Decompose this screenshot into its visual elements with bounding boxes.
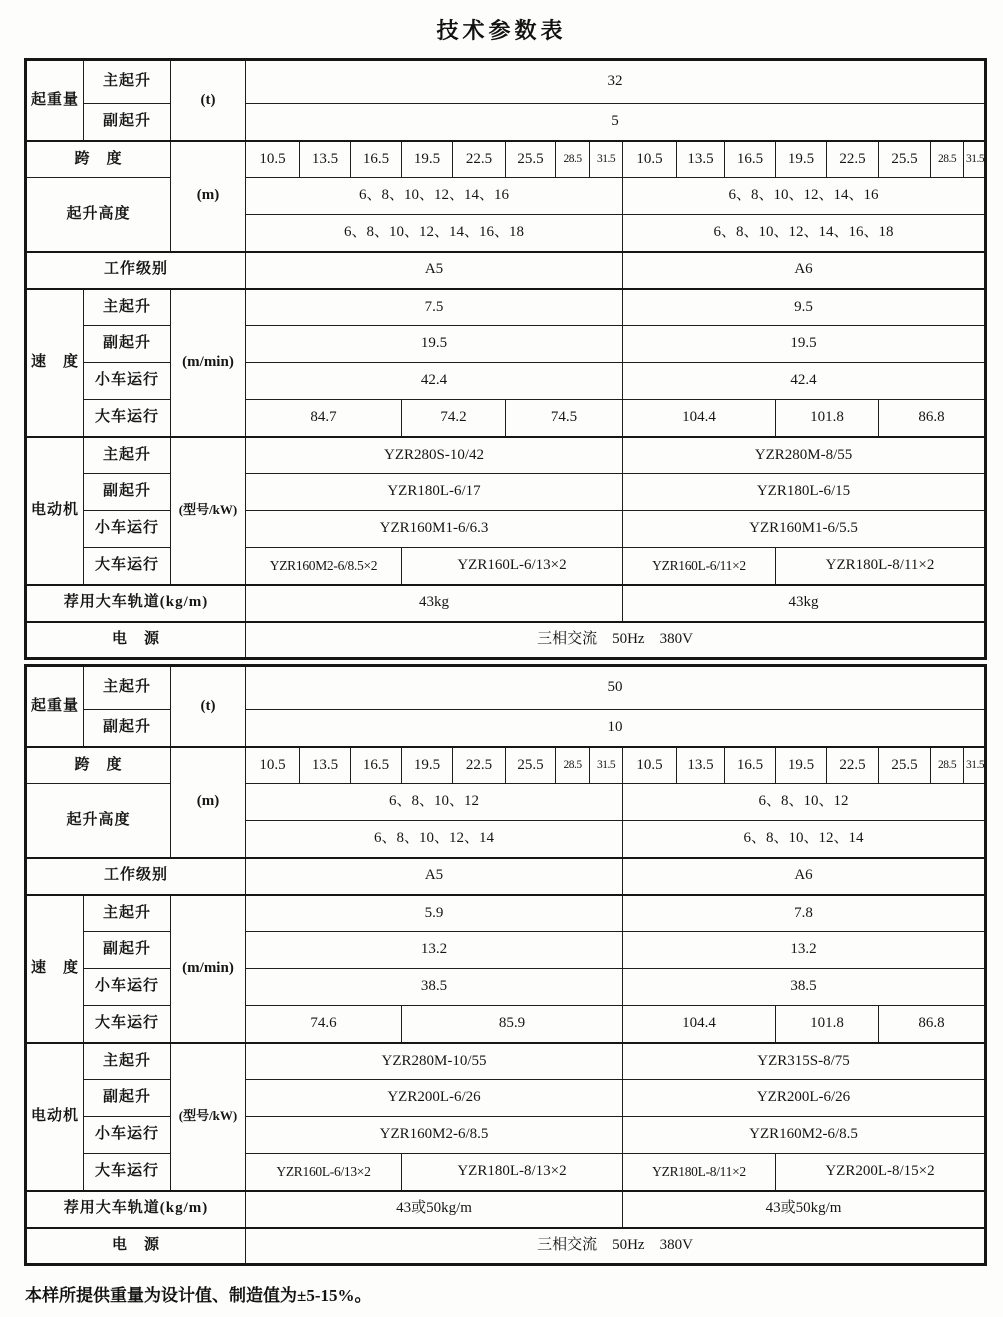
duty-class-value: A6 (623, 858, 986, 895)
unit-m-min-label: (m/min) (171, 289, 246, 437)
speed-trolley-value: 38.5 (246, 969, 623, 1006)
span-value: 31.5 (590, 747, 623, 784)
power-value: 三相交流 50Hz 380V (246, 1228, 986, 1265)
span-value: 16.5 (725, 141, 776, 178)
capacity-group-label: 起重量 (26, 60, 84, 141)
speed-main-value: 7.8 (623, 895, 986, 932)
lift-height-value: 6、8、10、12、14 (623, 821, 986, 858)
span-value: 31.5 (590, 141, 623, 178)
speed-aux-value: 13.2 (246, 932, 623, 969)
unit-t-label: (t) (171, 60, 246, 141)
speed-crane-value: 74.6 (246, 1006, 402, 1043)
unit-t-label: (t) (171, 666, 246, 747)
page-title: 技术参数表 (436, 18, 567, 43)
spec-table-50t (24, 664, 987, 1266)
span-label: 跨 度 (26, 747, 171, 784)
motor-main-value: YZR280M-8/55 (623, 437, 986, 474)
motor-crane-value: YZR200L-8/15×2 (776, 1154, 986, 1191)
main-hoist-sublabel: 主起升 (84, 666, 171, 710)
capacity-aux-value: 10 (246, 710, 986, 747)
motor-crane-value: YZR160M2-6/8.5×2 (246, 548, 402, 585)
motor-crane-value: YZR180L-8/13×2 (402, 1154, 623, 1191)
span-value: 25.5 (506, 747, 556, 784)
speed-crane-value: 86.8 (879, 400, 986, 437)
rail-label: 荐用大车轨道(kg/m) (26, 1191, 246, 1228)
speed-aux-value: 19.5 (246, 326, 623, 363)
unit-m-label: (m) (171, 747, 246, 858)
aux-hoist-sublabel: 副起升 (84, 1080, 171, 1117)
unit-m-label: (m) (171, 141, 246, 252)
motor-crane-value: YZR160L-6/11×2 (623, 548, 776, 585)
rail-value: 43kg (623, 585, 986, 622)
motor-crane-value: YZR180L-8/11×2 (623, 1154, 776, 1191)
span-value: 10.5 (623, 747, 677, 784)
span-value: 13.5 (300, 141, 351, 178)
lift-height-value: 6、8、10、12 (246, 784, 623, 821)
rail-value: 43或50kg/m (246, 1191, 623, 1228)
span-value: 16.5 (351, 747, 402, 784)
speed-crane-value: 74.5 (506, 400, 623, 437)
span-value: 22.5 (827, 141, 879, 178)
motor-group-label: 电动机 (26, 1043, 84, 1191)
speed-group-label: 速 度 (26, 895, 84, 1043)
aux-hoist-sublabel: 副起升 (84, 326, 171, 363)
span-value: 10.5 (246, 747, 300, 784)
speed-trolley-value: 38.5 (623, 969, 986, 1006)
rail-label: 荐用大车轨道(kg/m) (26, 585, 246, 622)
crane-travel-sublabel: 大车运行 (84, 1154, 171, 1191)
speed-aux-value: 19.5 (623, 326, 986, 363)
lift-height-value: 6、8、10、12、14、16、18 (246, 215, 623, 252)
span-value: 25.5 (506, 141, 556, 178)
crane-travel-sublabel: 大车运行 (84, 400, 171, 437)
capacity-main-value: 32 (246, 60, 986, 104)
motor-trolley-value: YZR160M1-6/6.3 (246, 511, 623, 548)
span-value: 22.5 (827, 747, 879, 784)
trolley-travel-sublabel: 小车运行 (84, 1117, 171, 1154)
duty-class-value: A5 (246, 858, 623, 895)
rail-value: 43kg (246, 585, 623, 622)
span-value: 13.5 (677, 747, 725, 784)
main-hoist-sublabel: 主起升 (84, 289, 171, 326)
capacity-group-label: 起重量 (26, 666, 84, 747)
aux-hoist-sublabel: 副起升 (84, 104, 171, 141)
speed-group-label: 速 度 (26, 289, 84, 437)
span-value: 31.5 (964, 747, 986, 784)
speed-crane-value: 104.4 (623, 400, 776, 437)
lift-height-label: 起升高度 (26, 178, 171, 252)
lift-height-value: 6、8、10、12、14、16 (623, 178, 986, 215)
unit-model-kw-label: (型号/kW) (171, 437, 246, 585)
span-value: 19.5 (776, 141, 827, 178)
speed-crane-value: 84.7 (246, 400, 402, 437)
lift-height-value: 6、8、10、12、14、16、18 (623, 215, 986, 252)
motor-crane-value: YZR160L-6/13×2 (246, 1154, 402, 1191)
motor-trolley-value: YZR160M2-6/8.5 (246, 1117, 623, 1154)
span-value: 19.5 (402, 747, 453, 784)
motor-aux-value: YZR180L-6/17 (246, 474, 623, 511)
span-value: 25.5 (879, 747, 931, 784)
crane-travel-sublabel: 大车运行 (84, 548, 171, 585)
capacity-main-value: 50 (246, 666, 986, 710)
main-hoist-sublabel: 主起升 (84, 60, 171, 104)
duty-class-value: A6 (623, 252, 986, 289)
speed-crane-value: 101.8 (776, 1006, 879, 1043)
footnote: 本样所提供重量为设计值、制造值为±5-15%。 (25, 1286, 372, 1305)
aux-hoist-sublabel: 副起升 (84, 710, 171, 747)
power-label: 电 源 (26, 1228, 246, 1265)
span-value: 10.5 (246, 141, 300, 178)
speed-main-value: 5.9 (246, 895, 623, 932)
main-hoist-sublabel: 主起升 (84, 1043, 171, 1080)
motor-crane-value: YZR160L-6/13×2 (402, 548, 623, 585)
spec-table-32t (24, 58, 987, 660)
span-value: 19.5 (402, 141, 453, 178)
motor-aux-value: YZR200L-6/26 (246, 1080, 623, 1117)
motor-main-value: YZR280M-10/55 (246, 1043, 623, 1080)
unit-m-min-label: (m/min) (171, 895, 246, 1043)
trolley-travel-sublabel: 小车运行 (84, 363, 171, 400)
rail-value: 43或50kg/m (623, 1191, 986, 1228)
motor-aux-value: YZR200L-6/26 (623, 1080, 986, 1117)
span-value: 28.5 (931, 141, 964, 178)
span-value: 28.5 (556, 747, 590, 784)
lift-height-value: 6、8、10、12 (623, 784, 986, 821)
duty-class-value: A5 (246, 252, 623, 289)
span-value: 13.5 (677, 141, 725, 178)
speed-main-value: 7.5 (246, 289, 623, 326)
crane-travel-sublabel: 大车运行 (84, 1006, 171, 1043)
aux-hoist-sublabel: 副起升 (84, 474, 171, 511)
unit-model-kw-label: (型号/kW) (171, 1043, 246, 1191)
span-value: 28.5 (931, 747, 964, 784)
motor-trolley-value: YZR160M2-6/8.5 (623, 1117, 986, 1154)
span-value: 16.5 (351, 141, 402, 178)
span-value: 13.5 (300, 747, 351, 784)
speed-crane-value: 104.4 (623, 1006, 776, 1043)
speed-trolley-value: 42.4 (246, 363, 623, 400)
span-value: 28.5 (556, 141, 590, 178)
trolley-travel-sublabel: 小车运行 (84, 969, 171, 1006)
span-value: 22.5 (453, 141, 506, 178)
span-value: 19.5 (776, 747, 827, 784)
span-value: 31.5 (964, 141, 986, 178)
speed-aux-value: 13.2 (623, 932, 986, 969)
speed-trolley-value: 42.4 (623, 363, 986, 400)
trolley-travel-sublabel: 小车运行 (84, 511, 171, 548)
motor-trolley-value: YZR160M1-6/5.5 (623, 511, 986, 548)
main-hoist-sublabel: 主起升 (84, 437, 171, 474)
power-label: 电 源 (26, 622, 246, 659)
speed-crane-value: 86.8 (879, 1006, 986, 1043)
speed-main-value: 9.5 (623, 289, 986, 326)
lift-height-value: 6、8、10、12、14、16 (246, 178, 623, 215)
duty-class-label: 工作级别 (26, 858, 246, 895)
lift-height-value: 6、8、10、12、14 (246, 821, 623, 858)
motor-main-value: YZR280S-10/42 (246, 437, 623, 474)
speed-crane-value: 74.2 (402, 400, 506, 437)
span-value: 16.5 (725, 747, 776, 784)
speed-crane-value: 85.9 (402, 1006, 623, 1043)
span-value: 10.5 (623, 141, 677, 178)
power-value: 三相交流 50Hz 380V (246, 622, 986, 659)
duty-class-label: 工作级别 (26, 252, 246, 289)
span-value: 22.5 (453, 747, 506, 784)
aux-hoist-sublabel: 副起升 (84, 932, 171, 969)
lift-height-label: 起升高度 (26, 784, 171, 858)
speed-crane-value: 101.8 (776, 400, 879, 437)
main-hoist-sublabel: 主起升 (84, 895, 171, 932)
motor-crane-value: YZR180L-8/11×2 (776, 548, 986, 585)
motor-main-value: YZR315S-8/75 (623, 1043, 986, 1080)
motor-aux-value: YZR180L-6/15 (623, 474, 986, 511)
span-value: 25.5 (879, 141, 931, 178)
capacity-aux-value: 5 (246, 104, 986, 141)
motor-group-label: 电动机 (26, 437, 84, 585)
span-label: 跨 度 (26, 141, 171, 178)
